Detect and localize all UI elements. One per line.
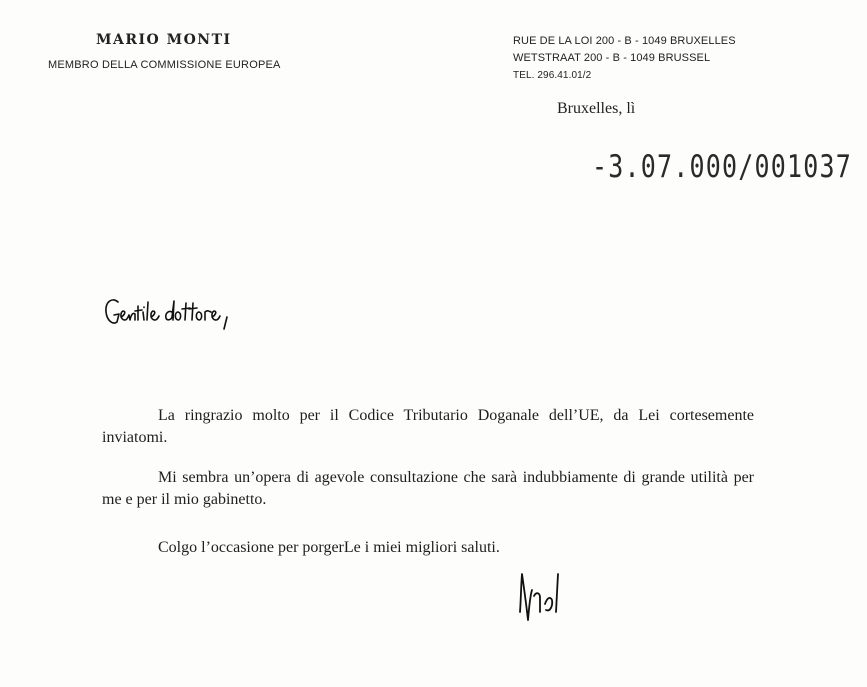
handwritten-salutation: [102, 293, 252, 333]
letterhead-name: MARIO MONTI: [96, 32, 232, 48]
paragraph-1-text: La ringrazio molto per il Codice Tributario Doganale dell’UE, da Lei cortesemente inviatomi.: [102, 407, 754, 446]
address-phone: TEL. 296.41.01/2: [513, 70, 592, 81]
place-line: Bruxelles, lì: [557, 100, 636, 117]
letterhead-role: MEMBRO DELLA COMMISSIONE EUROPEA: [48, 59, 281, 71]
handwritten-signature: [512, 568, 572, 630]
paragraph-3-text: Colgo l’occasione per porgerLe i miei migliori saluti.: [158, 539, 500, 556]
paragraph-3: [102, 537, 754, 559]
paragraph-2-text: Mi sembra un’opera di agevole consultazione che sarà indubbiamente di grande utilità per me e per il mio gabinetto.: [102, 469, 754, 508]
address-line-2: WETSTRAAT 200 - B - 1049 BRUSSEL: [513, 52, 711, 64]
address-line-1: RUE DE LA LOI 200 - B - 1049 BRUXELLES: [513, 35, 736, 47]
paragraph-1: [102, 405, 754, 449]
sender-address: [513, 33, 736, 84]
paragraph-2: [102, 467, 754, 511]
date-reference-stamp: -3.07.000/001037: [592, 148, 853, 185]
